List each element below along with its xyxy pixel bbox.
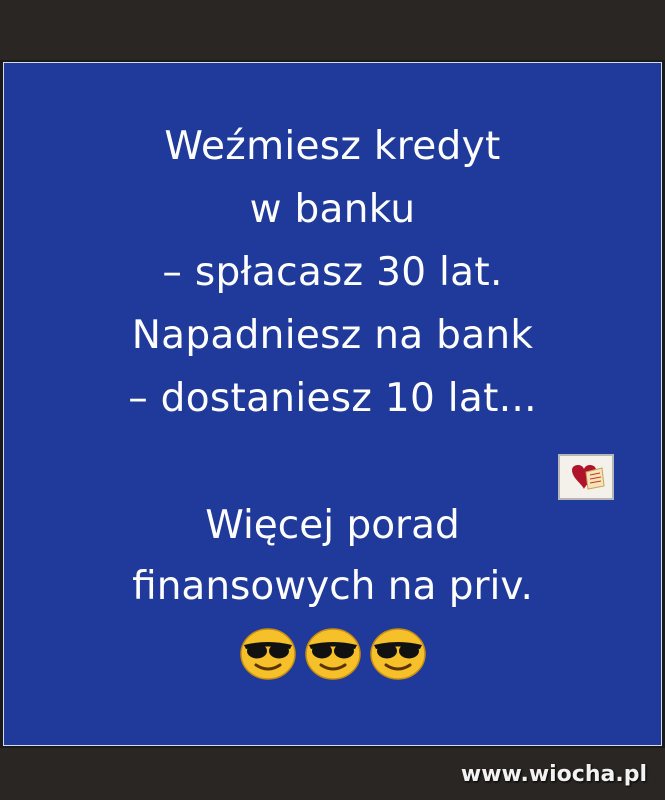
joke-line: – dostaniesz 10 lat... [128, 376, 537, 421]
joke-line: Weźmiesz kredyt [164, 124, 501, 169]
advice-line: finansowych na priv. [132, 564, 533, 609]
sunglasses-emoji-icon [368, 625, 428, 681]
sunglasses-emoji-icon [238, 625, 298, 681]
meme-panel [3, 62, 662, 746]
joke-line: w banku [249, 187, 416, 232]
sunglasses-emoji-icon [303, 625, 363, 681]
joke-line: Napadniesz na bank [131, 313, 534, 358]
watermark-text: www.wiocha.pl [460, 762, 647, 787]
emoji-row [4, 625, 661, 681]
joke-line: – spłacasz 30 lat. [162, 250, 503, 295]
advice-line: Więcej porad [205, 503, 460, 548]
top-frame-bar [0, 0, 665, 60]
heart-sticker-icon [558, 454, 614, 500]
advice-text [4, 495, 661, 617]
joke-text [4, 115, 661, 430]
